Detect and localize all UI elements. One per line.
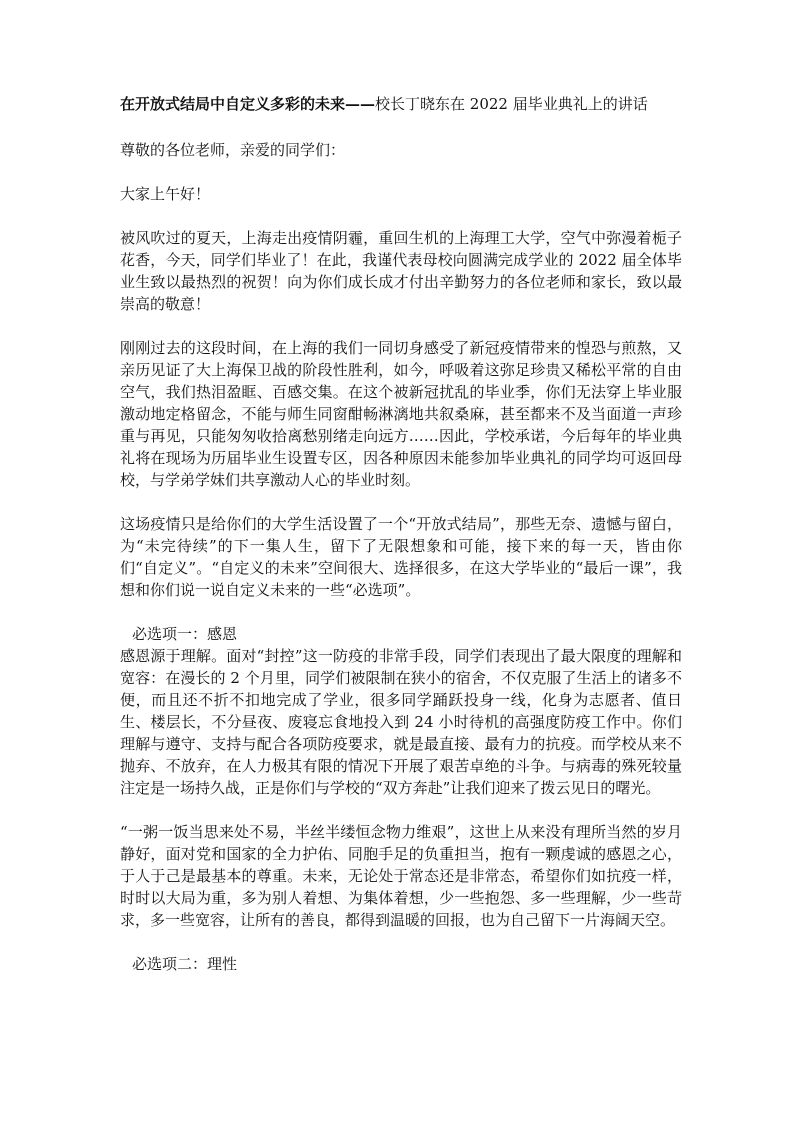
paragraph-gratitude-future: “一粥一饭当思来处不易，半丝半缕恒念物力维艰”，这世上从来没有理所当然的岁月静好，面对党和国家的全力护佑、同胞手足的负重担当，抱有一颗虔诚的感恩之心，于人于己是最基本的尊重。未来，无论处于常态还是非常态，希望你们如抗疫一样，时时以大局为重，多为别人着想、为集体着想，少一些抱怨、多一些理解，少一些苛求，多一些宽容，让所有的善良，都得到温暖的回报，也为自己留下一片海阔天空。 <box>120 823 682 929</box>
document-page <box>120 93 682 975</box>
speech-title-main: 在开放式结局中自定义多彩的未来—— <box>120 95 376 113</box>
greeting: 大家上午好！ <box>120 185 211 203</box>
paragraph-opening: 被风吹过的夏天，上海走出疫情阴霾，重回生机的上海理工大学，空气中弥漫着栀子花香，今天，同学们毕业了！在此，我谨代表母校向圆满完成学业的 2022 届全体毕业生致以最热烈的祝贺！向为你们成长成才付出辛勤努力的各位老师和家长，致以最崇高的敬意！ <box>120 229 682 313</box>
section-heading-rationality: 必选项二：理性 <box>132 955 238 973</box>
speech-title <box>120 93 682 115</box>
salutation: 尊敬的各位老师，亲爱的同学们： <box>120 141 346 159</box>
speech-title-subtitle: 校长丁晓东在 2022 届毕业典礼上的讲话 <box>375 95 648 113</box>
paragraph-epidemic: 刚刚过去的这段时间，在上海的我们一同切身感受了新冠疫情带来的惶恐与煎熬，又亲历见证了大上海保卫战的阶段性胜利，如今，呼吸着这弥足珍贵又稀松平常的自由空气，我们热泪盈眶、百感交集。在这个被新冠扰乱的毕业季，你们无法穿上毕业服激动地定格留念，不能与师生同窗酣畅淋漓地共叙桑麻，甚至都来不及当面道一声珍重与再见，只能匆匆收拾离愁别绪走向远方……因此，学校承诺，今后每年的毕业典礼将在现场为历届毕业生设置专区，因各种原因未能参加毕业典礼的同学均可返回母校，与学弟学妹们共享激动人心的毕业时刻。 <box>120 339 682 489</box>
paragraph-gratitude-understanding: 感恩源于理解。面对“封控”这一防疫的非常手段，同学们表现出了最大限度的理解和宽容：在漫长的 2 个月里，同学们被限制在狭小的宿舍，不仅克服了生活上的诸多不便，而且还不折不扣地完成了学业，很多同学踊跃投身一线，化身为志愿者、值日生、楼层长，不分昼夜、废寝忘食地投入到 24 小时待机的高强度防疫工作中。你们理解与遵守、支持与配合各项防疫要求，就是最直接、最有力的抗疫。而学校从来不抛弃、不放弃，在人力极其有限的情况下开展了艰苦卓绝的斗争。与病毒的殊死较量注定是一场持久战，正是你们与学校的“双方奔赴”让我们迎来了拨云见日的曙光。 <box>120 647 682 797</box>
paragraph-open-ending: 这场疫情只是给你们的大学生活设置了一个“开放式结局”，那些无奈、遗憾与留白，为“未完待续”的下一集人生，留下了无限想象和可能，接下来的每一天，皆由你们“自定义”。“自定义的未来”空间很大、选择很多，在这大学毕业的“最后一课”，我想和你们说一说自定义未来的一些“必选项”。 <box>120 515 682 599</box>
section-heading-gratitude: 必选项一：感恩 <box>132 625 238 643</box>
